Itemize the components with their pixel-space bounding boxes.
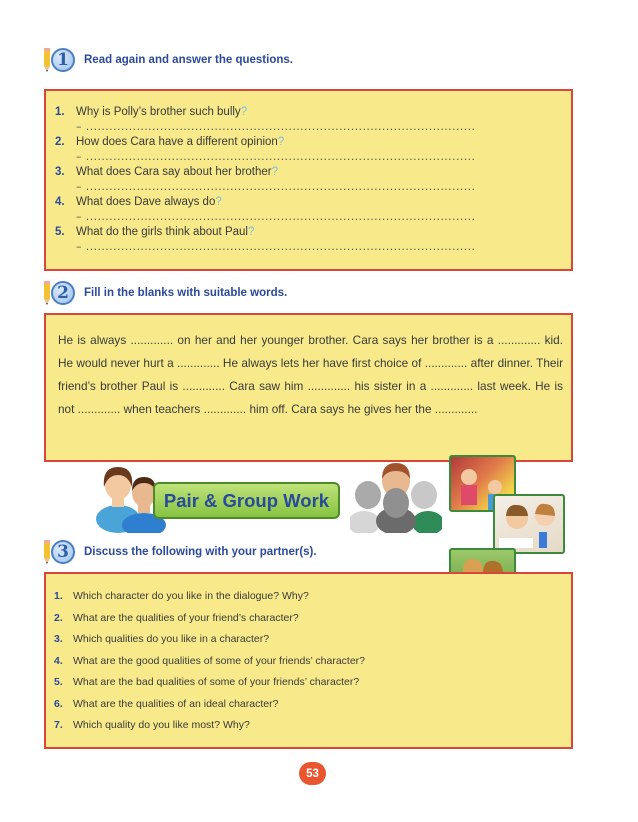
discussion-text: What are the qualities of an ideal character? — [73, 697, 279, 710]
answer-line[interactable]: – .................................................................................................... — [76, 211, 476, 223]
question-number: 1. — [55, 106, 65, 118]
fill-blanks-box — [44, 313, 573, 462]
discussion-number: 5. — [54, 676, 63, 688]
question-row — [55, 223, 561, 241]
section-title: Discuss the following with your partner(s). — [84, 546, 317, 558]
answer-line[interactable]: – .................................................................................................... — [76, 151, 476, 163]
discussion-number: 1. — [54, 590, 63, 602]
discussion-item — [54, 672, 561, 694]
discussion-number: 2. — [54, 611, 63, 624]
discussion-item — [54, 715, 561, 737]
section-3-badge — [42, 538, 76, 566]
question-mark: ? — [240, 106, 248, 118]
discussion-box — [44, 572, 573, 749]
section-1-heading — [42, 46, 293, 74]
section-3-heading — [42, 538, 317, 566]
question-row — [55, 163, 561, 181]
kids-studying-photo — [493, 494, 565, 554]
discussion-text: Which quality do you like most? Why? — [73, 719, 250, 731]
discussion-text: Which character do you like in the dialogue? Why? — [73, 590, 309, 602]
group-people-icon — [350, 455, 442, 533]
discussion-number: 3. — [54, 633, 63, 645]
question-number: 2. — [55, 136, 65, 148]
section-2-heading — [42, 279, 287, 307]
section-title: Fill in the blanks with suitable words. — [84, 287, 288, 299]
question-mark: ? — [247, 226, 255, 238]
question-number: 3. — [55, 166, 65, 178]
question-mark: ? — [271, 166, 279, 178]
discussion-item — [54, 694, 561, 716]
question-row — [55, 193, 561, 211]
discussion-number: 7. — [54, 719, 63, 731]
section-1-badge — [42, 46, 76, 74]
answer-line[interactable]: – .................................................................................................... — [76, 121, 476, 133]
section-title: Read again and answer the questions. — [84, 54, 293, 66]
question-text: What does Cara say about her brother — [76, 166, 272, 178]
discussion-item — [54, 608, 561, 630]
discussion-text: What are the qualities of your friend’s character? — [73, 611, 299, 624]
discussion-text: What are the bad qualities of some of your friends’ character? — [73, 676, 360, 688]
question-number: 5. — [55, 226, 65, 238]
question-text: Why is Polly’s brother such bully — [76, 106, 241, 118]
pair-group-label: Pair & Group Work — [153, 482, 340, 519]
pair-group-banner — [92, 455, 442, 533]
discussion-item — [54, 629, 561, 651]
section-2-badge — [42, 279, 76, 307]
question-text: What does Dave always do — [76, 196, 216, 208]
question-number: 4. — [55, 196, 65, 208]
section-number: 1 — [51, 48, 75, 72]
discussion-text: Which qualities do you like in a character? — [73, 633, 270, 645]
question-mark: ? — [215, 196, 222, 208]
discussion-number: 4. — [54, 654, 63, 667]
page-number: 53 — [299, 762, 326, 785]
question-text: What do the girls think about Paul — [76, 226, 248, 238]
fill-blanks-paragraph: He is always ............. on her and her younger brother. Cara says her brother is a ............. kid. He would never hurt a ............. He always lets her have first choice of ............. after dinner. Their friend’s brother Paul is ............. Cara saw him ............. his sister in a ............. last week. He is not ............. when teachers ............. him off. Cara says he gives her the ............. — [58, 333, 563, 416]
discussion-text: What are the good qualities of some of your friends’ character? — [73, 654, 366, 667]
discussion-item — [54, 651, 561, 673]
section-number: 2 — [51, 281, 75, 305]
discussion-item — [54, 586, 561, 608]
questions-box — [44, 89, 573, 271]
discussion-number: 6. — [54, 697, 63, 710]
question-list — [55, 103, 561, 253]
question-text: How does Cara have a different opinion — [76, 136, 278, 148]
discussion-list — [54, 586, 561, 737]
answer-line[interactable]: – .................................................................................................... — [76, 181, 476, 193]
answer-line[interactable]: – .................................................................................................... — [76, 241, 476, 253]
question-row — [55, 103, 561, 121]
question-mark: ? — [277, 136, 285, 148]
question-row — [55, 133, 561, 151]
section-number: 3 — [51, 540, 75, 564]
